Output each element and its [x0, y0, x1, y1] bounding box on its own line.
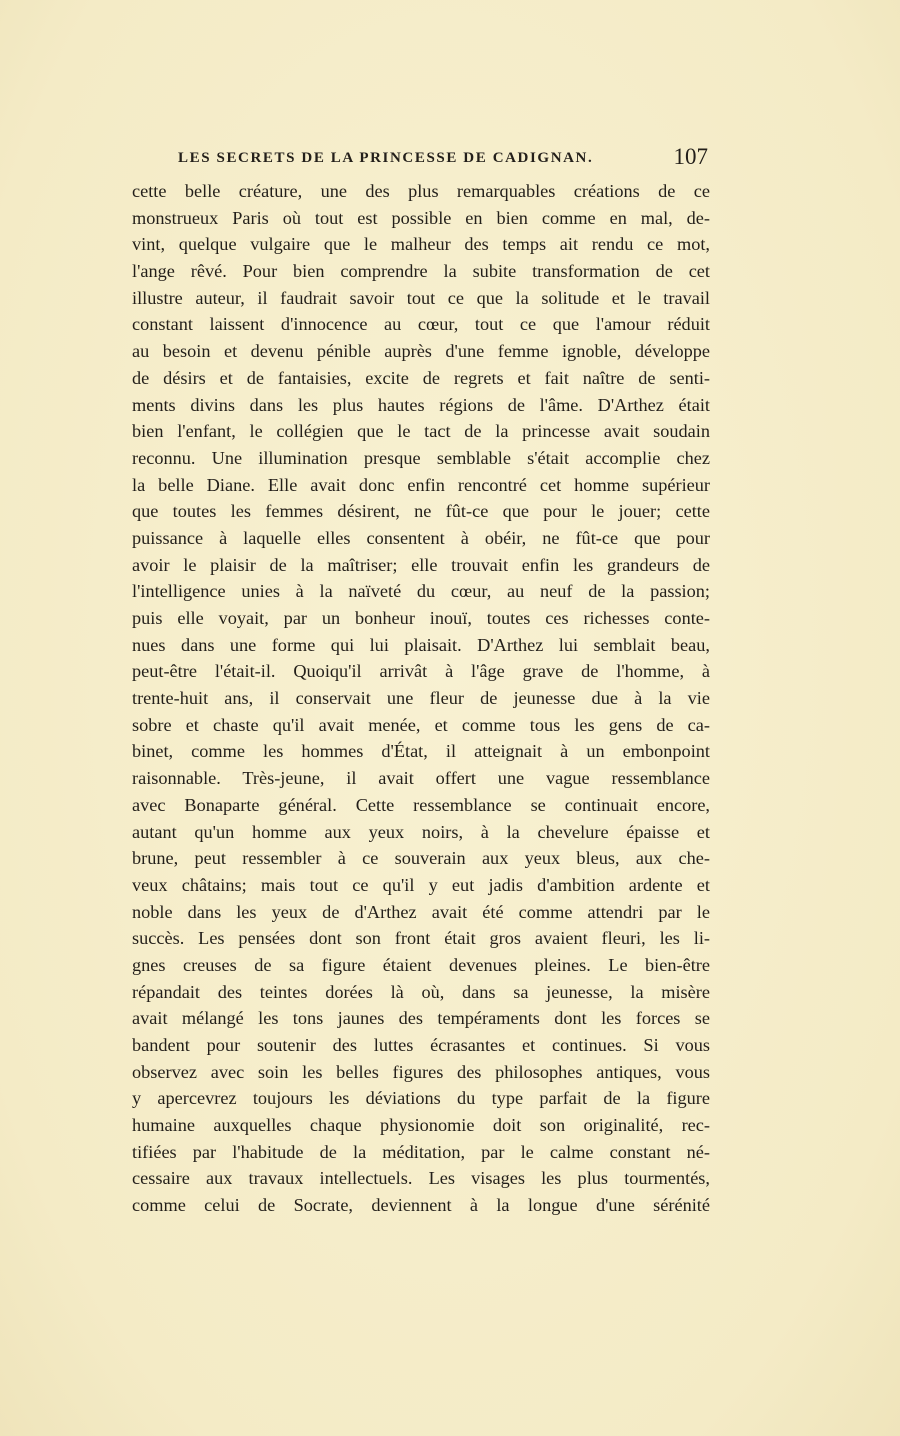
- text-line: raisonnable. Très-jeune, il avait offert une vague ressemblance: [132, 768, 710, 789]
- text-line: illustre auteur, il faudrait savoir tout ce que la solitude et le travail: [132, 287, 710, 308]
- text-line: que toutes les femmes désirent, ne fût-ce que pour le jouer; cette: [132, 501, 710, 522]
- text-line: vint, quelque vulgaire que le malheur des temps ait rendu ce mot,: [132, 234, 710, 255]
- page-number: 107: [673, 144, 708, 169]
- text-line: avec Bonaparte général. Cette ressemblance se continuait encore,: [132, 794, 710, 815]
- text-line: avoir le plaisir de la maîtriser; elle trouvait enfin les grandeurs de: [132, 554, 710, 575]
- text-line: cessaire aux travaux intellectuels. Les visages les plus tourmentés,: [132, 1168, 710, 1189]
- text-line: reconnu. Une illumination presque semblable s'était accomplie chez: [132, 447, 710, 468]
- text-line: avait mélangé les tons jaunes des tempéraments dont les forces se: [132, 1008, 710, 1029]
- text-line: bien l'enfant, le collégien que le tact de la princesse avait soudain: [132, 421, 710, 442]
- text-line: gnes creuses de sa figure étaient devenues pleines. Le bien-être: [132, 954, 710, 975]
- text-line: puissance à laquelle elles consentent à obéir, ne fût-ce que pour: [132, 527, 710, 548]
- text-line: binet, comme les hommes d'État, il atteignait à un embonpoint: [132, 741, 710, 762]
- text-line: brune, peut ressembler à ce souverain aux yeux bleus, aux che-: [132, 848, 710, 869]
- text-line: tifiées par l'habitude de la méditation, par le calme constant né-: [132, 1141, 710, 1162]
- text-line: l'intelligence unies à la naïveté du cœur, au neuf de la passion;: [132, 581, 710, 602]
- text-line: au besoin et devenu pénible auprès d'une femme ignoble, développe: [132, 341, 710, 362]
- text-line: cette belle créature, une des plus remarquables créations de ce: [132, 181, 710, 201]
- text-line: puis elle voyait, par un bonheur inouï, toutes ces richesses conte-: [132, 608, 710, 628]
- text-line: répandait des teintes dorées là où, dans sa jeunesse, la misère: [132, 981, 710, 1002]
- running-title: LES SECRETS DE LA PRINCESSE DE CADIGNAN.: [178, 150, 594, 166]
- text-line: trente-huit ans, il conservait une fleur de jeunesse due à la vie: [132, 688, 710, 709]
- running-head: [178, 144, 708, 174]
- body-text: [132, 178, 710, 1219]
- text-line: y apercevrez toujours les déviations du type parfait de la figure: [132, 1088, 710, 1109]
- text-line: nues dans une forme qui lui plaisait. D'Arthez lui semblait beau,: [132, 634, 710, 655]
- text-line: de désirs et de fantaisies, excite de regrets et fait naître de senti-: [132, 367, 710, 388]
- text-line: constant laissent d'innocence au cœur, tout ce que l'amour réduit: [132, 314, 710, 335]
- text-line: sobre et chaste qu'il avait menée, et comme tous les gens de ca-: [132, 714, 710, 735]
- text-line: autant qu'un homme aux yeux noirs, à la chevelure épaisse et: [132, 821, 710, 842]
- text-line: bandent pour soutenir des luttes écrasantes et continues. Si vous: [132, 1035, 710, 1055]
- text-line: peut-être l'était-il. Quoiqu'il arrivât à l'âge grave de l'homme, à: [132, 661, 710, 682]
- text-line: monstrueux Paris où tout est possible en bien comme en mal, de-: [132, 207, 710, 228]
- text-line: comme celui de Socrate, deviennent à la longue d'une sérénité: [132, 1195, 710, 1216]
- text-line: la belle Diane. Elle avait donc enfin rencontré cet homme supérieur: [132, 474, 710, 495]
- text-line: succès. Les pensées dont son front était gros avaient fleuri, les li-: [132, 928, 710, 949]
- text-line: veux châtains; mais tout ce qu'il y eut jadis d'ambition ardente et: [132, 874, 710, 895]
- text-line: noble dans les yeux de d'Arthez avait été comme attendri par le: [132, 901, 710, 922]
- text-line: observez avec soin les belles figures des philosophes antiques, vous: [132, 1061, 710, 1082]
- text-line: l'ange rêvé. Pour bien comprendre la subite transformation de cet: [132, 261, 710, 282]
- text-line: humaine auxquelles chaque physionomie doit son originalité, rec-: [132, 1115, 710, 1136]
- text-line: ments divins dans les plus hautes régions de l'âme. D'Arthez était: [132, 394, 710, 415]
